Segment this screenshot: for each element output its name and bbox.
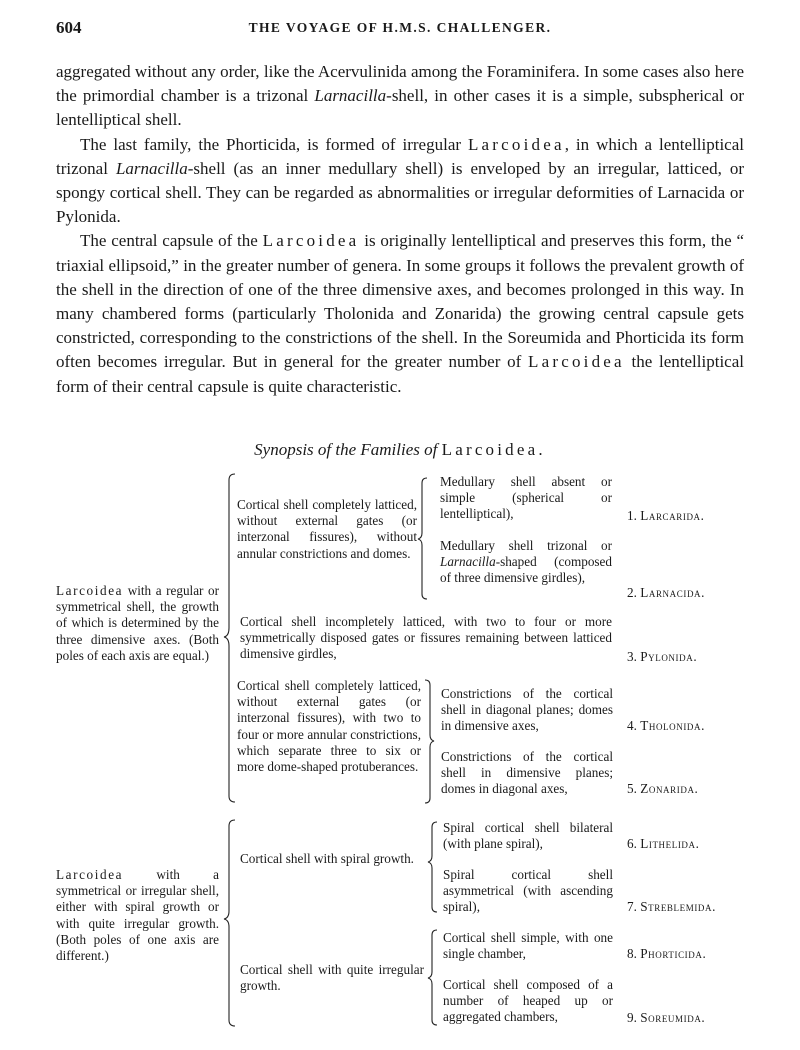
spaced-term: Larcoidea bbox=[528, 352, 625, 372]
family-name: Zonarida. bbox=[640, 781, 699, 796]
text: The last family, the Phorticida, is formed of irregular bbox=[80, 134, 468, 154]
family-number: 1. bbox=[627, 508, 637, 523]
family-number: 6. bbox=[627, 836, 637, 851]
family-name: Streblemida. bbox=[640, 899, 717, 914]
group-name: Larcoidea bbox=[56, 583, 124, 598]
family-3 bbox=[627, 649, 697, 665]
family-4 bbox=[627, 718, 705, 734]
criterion-b1: Cortical shell with spiral growth. bbox=[240, 851, 414, 866]
family-2 bbox=[627, 585, 705, 601]
family-number: 5. bbox=[627, 781, 637, 796]
criterion-a3y: Constrictions of the cortical shell in dimensive planes; domes in diagonal axes, bbox=[441, 749, 613, 797]
running-title: THE VOYAGE OF H.M.S. CHALLENGER. bbox=[248, 20, 552, 35]
text: -shell (as an inner medullary shell) is enveloped by an irregular, latticed, or spongy cortical shell. They can be regarded as abnormalities or irregular deformities of Larnacida or Pylonida. bbox=[56, 158, 745, 227]
family-1 bbox=[627, 508, 705, 524]
family-name: Pylonida. bbox=[640, 649, 698, 664]
brace-b2 bbox=[428, 930, 437, 1025]
italic-term: Larnacilla bbox=[314, 86, 387, 106]
group-a-description bbox=[56, 583, 219, 664]
text: -shaped (composed of three dimensive girdles), bbox=[440, 554, 612, 586]
family-5 bbox=[627, 781, 698, 797]
brace-a3 bbox=[425, 680, 434, 803]
family-name: Larcarida. bbox=[640, 508, 705, 523]
family-number: 3. bbox=[627, 649, 637, 664]
criterion-a1y bbox=[440, 538, 612, 587]
italic-term: Larnacilla bbox=[440, 554, 496, 570]
brace-b1 bbox=[428, 822, 437, 912]
italic-term: Larnacilla bbox=[115, 158, 188, 178]
criterion-a1: Cortical shell completely latticed, without external gates (or interzonal fissures), without annular constrictions and domes. bbox=[237, 497, 417, 561]
family-name: Larnacida. bbox=[640, 585, 706, 600]
text: is originally lentelliptical and preserves this form, the “ triaxial ellipsoid,” in the greater number of genera. In some groups it follows the prevalent growth of the shell in the direction of one of the three dimensive axes, and becomes prolonged in this way. In many chambered forms (particularly Tholonida and Zonarida) the growing central capsule gets constricted, corresponding to the constrictions of the shell. In the Soreumida and Phorticida its form often becomes irregular. But in general for the greater number of bbox=[56, 231, 745, 372]
family-name: Lithelida. bbox=[640, 836, 700, 851]
family-name: Phorticida. bbox=[640, 946, 707, 961]
spaced-term: Larcoidea bbox=[262, 231, 360, 251]
spaced-term: Larcoidea bbox=[467, 134, 565, 154]
family-9 bbox=[627, 1010, 705, 1026]
criterion-b2x: Cortical shell simple, with one single chamber, bbox=[443, 930, 613, 962]
family-8 bbox=[627, 946, 706, 962]
criterion-b1x: Spiral cortical shell bilateral (with plane spiral), bbox=[443, 820, 613, 852]
text: The central capsule of the bbox=[80, 231, 263, 251]
page-number: 604 bbox=[56, 18, 82, 37]
family-name: Tholonida. bbox=[640, 718, 706, 733]
criterion-b1y: Spiral cortical shell asymmetrical (with ascending spiral), bbox=[443, 867, 613, 915]
text: Medullary shell trizonal or bbox=[440, 538, 612, 553]
criterion-a3x: Constrictions of the cortical shell in diagonal planes; domes in dimensive axes, bbox=[441, 686, 613, 734]
family-name: Soreumida. bbox=[640, 1010, 706, 1025]
text: aggregated without any order, like the Acervulinida among the Foraminifera. In some cases also here the primordial chamber is a trizonal bbox=[56, 62, 744, 106]
family-number: 7. bbox=[627, 899, 637, 914]
family-number: 4. bbox=[627, 718, 637, 733]
brace-group-b bbox=[224, 820, 235, 1026]
criterion-a3: Cortical shell completely latticed, without external gates (or interzonal fissures), with two to four or more annular constrictions, which separate three to six or more dome-shaped protuberances. bbox=[237, 678, 421, 775]
criterion-b2: Cortical shell with quite irregular growth. bbox=[240, 962, 424, 994]
text: the lentelliptical form of their central capsule is quite characteristic. bbox=[56, 352, 744, 396]
family-6 bbox=[627, 836, 700, 852]
synopsis-title-text: Synopsis of the Families of bbox=[254, 440, 438, 459]
text: -shell, in other cases it is a simple, subspherical or lentelliptical shell. bbox=[56, 86, 744, 130]
group-b-description bbox=[56, 867, 219, 964]
text: , in which a lentelliptical trizonal bbox=[56, 134, 744, 178]
synopsis-title-group: Larcoidea. bbox=[441, 440, 546, 459]
family-7 bbox=[627, 899, 716, 915]
criterion-a2: Cortical shell incompletely latticed, with two to four or more symmetrically disposed gates or fissures remaining between latticed dimensive girdles, bbox=[240, 614, 612, 662]
family-number: 2. bbox=[627, 585, 637, 600]
criterion-a1x: Medullary shell absent or simple (spherical or lentelliptical), bbox=[440, 474, 612, 522]
family-number: 8. bbox=[627, 946, 637, 961]
group-name: Larcoidea bbox=[56, 867, 124, 882]
family-number: 9. bbox=[627, 1010, 637, 1025]
brace-a1 bbox=[418, 478, 427, 599]
group-text: with a symmetrical or irregular shell, either with spiral growth or with quite irregular growth. (Both poles of one axis are different.) bbox=[56, 867, 219, 964]
brace-group-a bbox=[224, 474, 235, 802]
criterion-b2y: Cortical shell composed of a number of heaped up or aggregated chambers, bbox=[443, 977, 613, 1025]
group-text: with a regular or symmetrical shell, the growth of which is determined by the three dimensive axes. (Both poles of each axis are equal.) bbox=[56, 583, 219, 663]
